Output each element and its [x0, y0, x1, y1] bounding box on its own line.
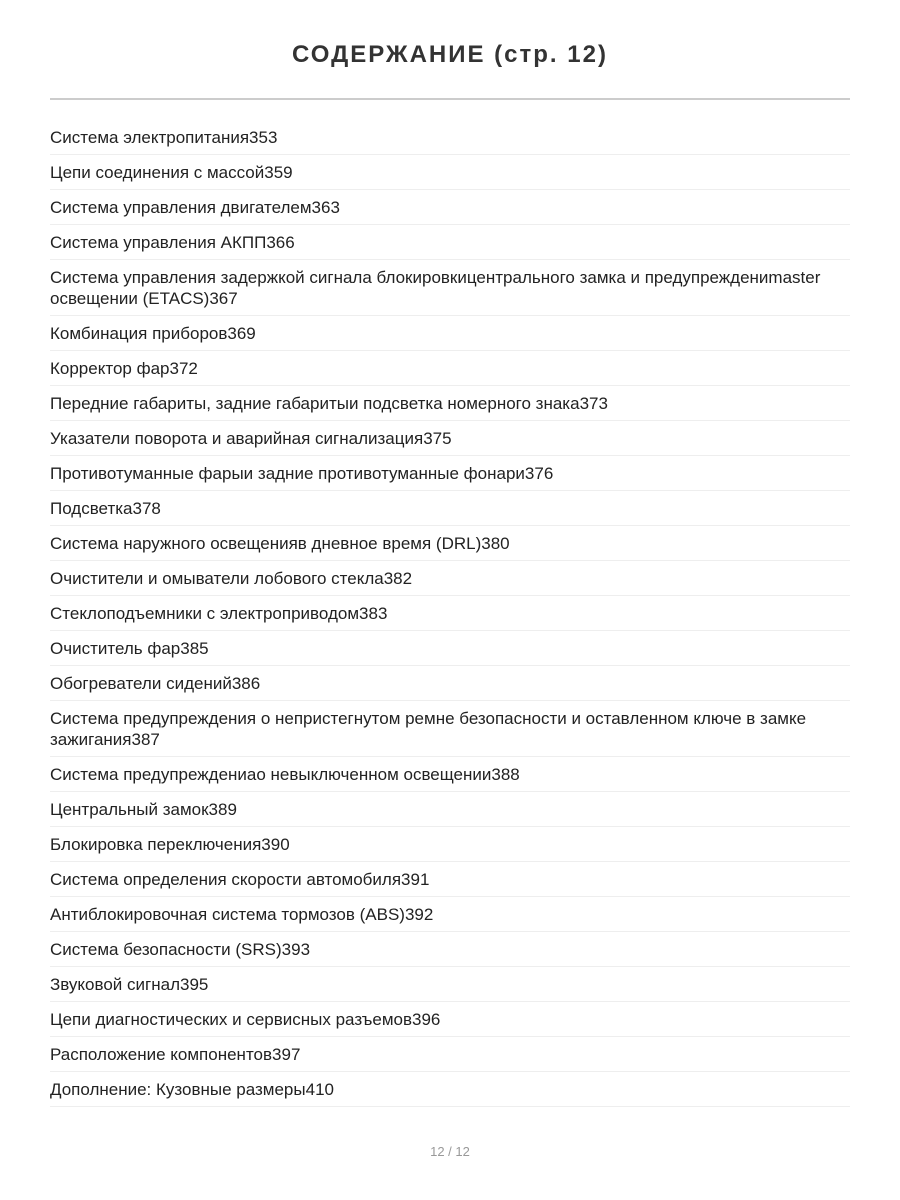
toc-item-title: Стеклоподъемники с электроприводом [50, 604, 360, 623]
toc-item-page: 369 [227, 324, 256, 343]
toc-item-page: 383 [359, 604, 388, 623]
toc-item[interactable] [50, 155, 850, 190]
toc-item-page: 393 [281, 940, 311, 959]
toc-item-title: Передние габариты, задние габаритыи подсветка номерного знака [50, 394, 580, 413]
toc-item-title: Цепи соединения с массой [50, 163, 265, 182]
toc-item-title: Система наружного освещенияв дневное время (DRL) [50, 534, 482, 553]
toc-item[interactable] [50, 120, 850, 155]
toc-item-page: 397 [272, 1045, 301, 1064]
toc-item-page: 353 [249, 128, 278, 147]
toc-item[interactable] [50, 526, 850, 561]
toc-item[interactable] [50, 316, 850, 351]
toc-item[interactable] [50, 1002, 850, 1037]
toc-item-page: 390 [261, 835, 290, 854]
toc-item[interactable] [50, 260, 850, 316]
toc-item[interactable] [50, 386, 850, 421]
toc-item[interactable] [50, 792, 850, 827]
toc-item[interactable] [50, 491, 850, 526]
toc-item-title: Очистители и омыватели лобового стекла [50, 569, 384, 588]
toc-item-page: 392 [404, 905, 434, 924]
toc-item-title: Подсветка [50, 499, 133, 518]
toc-item-title: Противотуманные фарыи задние противотуманные фонари [50, 464, 525, 483]
toc-item-page: 375 [423, 429, 452, 448]
toc-item[interactable] [50, 190, 850, 225]
toc-item-title: Цепи диагностических и сервисных разъемов [50, 1010, 412, 1029]
toc-item-title: Система определения скорости автомобиля [50, 870, 402, 889]
toc-item-page: 385 [180, 639, 209, 658]
toc-item-title: Центральный замок [50, 800, 209, 819]
toc-item-title: Система предупреждения о непристегнутом ремне безопасности и оставленном ключе в замке зажигания [50, 709, 807, 749]
toc-item-page: 396 [412, 1010, 441, 1029]
toc-item[interactable] [50, 225, 850, 260]
toc-item-page: 387 [131, 730, 160, 749]
toc-item-page: 359 [264, 163, 293, 182]
toc-item-title: Блокировка переключения [50, 835, 262, 854]
toc-item-page: 380 [481, 534, 510, 553]
toc-item[interactable] [50, 596, 850, 631]
toc-item-title: Очиститель фар [50, 639, 181, 658]
toc-item-page: 366 [266, 233, 295, 252]
page-header [50, 0, 850, 100]
toc-item-title: Система безопасности (SRS) [50, 940, 282, 959]
toc-item-title: Система электропитания [50, 128, 250, 147]
toc-item[interactable] [50, 421, 850, 456]
toc-item-title: Расположение компонентов [50, 1045, 273, 1064]
toc-item[interactable] [50, 1072, 850, 1107]
toc-item[interactable] [50, 456, 850, 491]
toc-item-title: Обогреватели сидений [50, 674, 232, 693]
toc-item-page: 410 [305, 1080, 334, 1099]
toc-item-page: 389 [208, 800, 237, 819]
toc-item-page: 363 [311, 198, 340, 217]
toc-item[interactable] [50, 967, 850, 1002]
toc-item[interactable] [50, 897, 850, 932]
toc-page [50, 0, 850, 1107]
toc-item-title: Указатели поворота и аварийная сигнализация [50, 429, 424, 448]
toc-item[interactable] [50, 1037, 850, 1072]
toc-item-page: 372 [169, 359, 198, 378]
toc-item-title: Звуковой сигнал [50, 975, 180, 994]
toc-item-title: Корректор фар [50, 359, 170, 378]
toc-item-title: Дополнение: Кузовные размеры [50, 1080, 306, 1099]
toc-item[interactable] [50, 631, 850, 666]
toc-item[interactable] [50, 666, 850, 701]
toc-item-page: 391 [401, 870, 430, 889]
toc-item-page: 382 [383, 569, 413, 588]
toc-item-title: Система управления двигателем [50, 198, 312, 217]
toc-item-title: Система управления АКПП [50, 233, 267, 252]
toc-item-page: 388 [491, 765, 520, 784]
toc-item[interactable] [50, 757, 850, 792]
toc-item[interactable] [50, 351, 850, 386]
toc-item[interactable] [50, 862, 850, 897]
toc-item-page: 373 [579, 394, 608, 413]
toc-item-title: Комбинация приборов [50, 324, 228, 343]
toc-item-page: 376 [524, 464, 554, 483]
page-indicator: 12 / 12 [430, 1144, 470, 1159]
toc-item[interactable] [50, 932, 850, 967]
toc-item[interactable] [50, 701, 850, 757]
toc-item-page: 386 [231, 674, 261, 693]
toc-item-page: 395 [179, 975, 209, 994]
toc-item[interactable] [50, 561, 850, 596]
toc-item-page: 367 [209, 289, 238, 308]
page-title: СОДЕРЖАНИЕ (стр. 12) [292, 41, 608, 68]
toc-list [50, 120, 850, 1107]
toc-item-page: 378 [132, 499, 161, 518]
toc-item-title: Система управления задержкой сигнала блокировкицентрального замка и предупреждениmaster освещении (ETACS) [50, 268, 821, 308]
toc-item[interactable] [50, 827, 850, 862]
toc-item-title: Система предупреждениao невыключенном освещении [50, 765, 492, 784]
toc-item-title: Антиблокировочная система тормозов (ABS) [50, 905, 405, 924]
